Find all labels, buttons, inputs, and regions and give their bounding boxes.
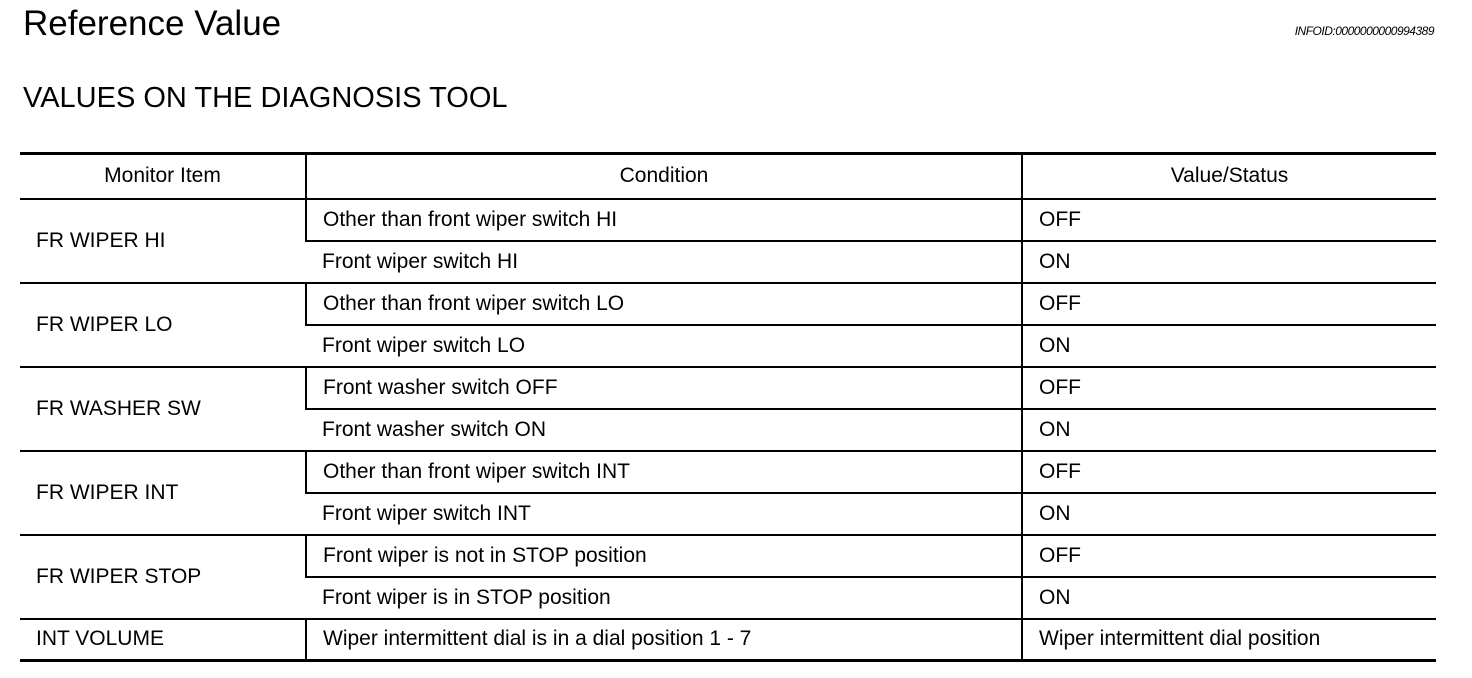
monitor-item-cell: FR WIPER STOP (20, 535, 306, 619)
value-cell: ON (1022, 241, 1436, 283)
value-cell: ON (1022, 409, 1436, 451)
table-row (20, 451, 1436, 493)
value-cell: ON (1022, 493, 1436, 535)
condition-cell: Front washer switch OFF (306, 367, 1022, 409)
condition-cell: Other than front wiper switch INT (306, 451, 1022, 493)
table-row (20, 367, 1436, 409)
section-title: VALUES ON THE DIAGNOSIS TOOL (23, 82, 508, 114)
value-cell: OFF (1022, 199, 1436, 241)
value-cell: OFF (1022, 535, 1436, 577)
table-row (20, 199, 1436, 241)
value-cell: Wiper intermittent dial position (1022, 619, 1436, 661)
page-title: Reference Value (23, 4, 282, 43)
column-header-monitor-item: Monitor Item (20, 154, 306, 199)
value-cell: OFF (1022, 283, 1436, 325)
monitor-item-cell: FR WASHER SW (20, 367, 306, 451)
monitor-item-cell: FR WIPER INT (20, 451, 306, 535)
condition-cell: Front wiper switch HI (306, 241, 1022, 283)
value-cell: OFF (1022, 367, 1436, 409)
condition-cell: Front wiper switch LO (306, 325, 1022, 367)
value-cell: ON (1022, 577, 1436, 619)
condition-cell: Front wiper switch INT (306, 493, 1022, 535)
condition-cell: Front washer switch ON (306, 409, 1022, 451)
reference-value-table (20, 152, 1436, 662)
table-row (20, 619, 1436, 661)
condition-cell: Front wiper is not in STOP position (306, 535, 1022, 577)
monitor-item-cell: FR WIPER HI (20, 199, 306, 283)
condition-cell: Other than front wiper switch HI (306, 199, 1022, 241)
column-header-value-status: Value/Status (1022, 154, 1436, 199)
table-header-row (20, 154, 1436, 199)
condition-cell: Wiper intermittent dial is in a dial position 1 - 7 (306, 619, 1022, 661)
monitor-item-cell: INT VOLUME (20, 619, 306, 661)
table-row (20, 535, 1436, 577)
value-cell: OFF (1022, 451, 1436, 493)
value-cell: ON (1022, 325, 1436, 367)
table-row (20, 283, 1436, 325)
monitor-item-cell: FR WIPER LO (20, 283, 306, 367)
column-header-condition: Condition (306, 154, 1022, 199)
condition-cell: Other than front wiper switch LO (306, 283, 1022, 325)
info-id: INFOID:0000000000994389 (1294, 24, 1434, 38)
condition-cell: Front wiper is in STOP position (306, 577, 1022, 619)
